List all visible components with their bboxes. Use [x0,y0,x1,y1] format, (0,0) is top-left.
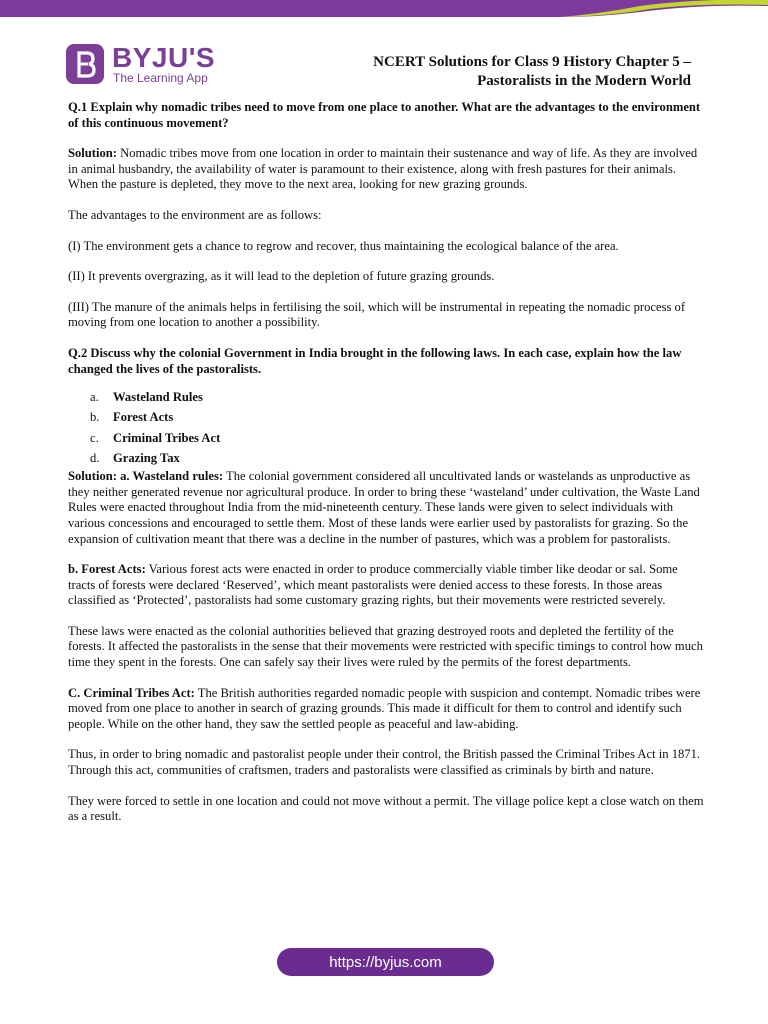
answer-2c-continued: Thus, in order to bring nomadic and pastoralist people under their control, the British passed the Criminal Tribes Act in 1871. Through this act, communities of craftsmen, traders and pastoralists were classified as criminals by birth and nature. [68,747,701,778]
answer-2b [68,562,704,609]
answer-2b-label: b. Forest Acts: [68,562,146,577]
page-title [331,53,691,91]
advantages-intro: The advantages to the environment are as follows: [68,207,322,222]
answer-2c-label: C. Criminal Tribes Act: [68,685,195,700]
answer-2a-label: Solution: a. Wasteland rules: [68,469,224,484]
list-marker: d. [90,451,100,466]
list-item [90,387,704,408]
answer-2c-final: They were forced to settle in one location and could not move without a permit. The village police kept a close watch on them as a result. [68,793,704,824]
list-item [90,408,704,429]
brand-tagline: The Learning App [113,71,208,85]
document-body [68,100,704,840]
advantage-point-1: (I) The environment gets a chance to regrow and recover, thus maintaining the ecological balance of the area. [68,238,619,253]
page-title-line-1: NCERT Solutions for Class 9 History Chapter 5 – [373,54,691,70]
answer-1 [68,146,704,193]
list-item-text: Grazing Tax [113,451,180,466]
list-item-text: Criminal Tribes Act [113,430,221,445]
byjus-logo-icon [66,44,104,84]
website-link[interactable]: https://byjus.com [277,948,494,976]
answer-2a-text: The colonial government considered all uncultivated lands or wastelands as unproductive as they neither generated revenue nor agricultural produce. In order to bring these ‘wasteland’ under cultivation, the Waste Land Rules were enacted throughout India from the mid-nineteenth century. These lands were given to select individuals with various concessions and encouraged to settle them. Most of these lands were earlier used by pastoralists for grazing. So the expansion of cultivation meant that there was a decline in the number of pastures, which was a problem for pastoralists. [68,469,700,546]
list-item [90,449,704,470]
laws-list [68,387,704,469]
brand-name: BYJU'S [112,42,216,73]
list-item-text: Forest Acts [113,410,174,425]
question-2: Q.2 Discuss why the colonial Government in India brought in the following laws. In each case, explain how the law changed the lives of the pastoralists. [68,345,682,376]
answer-2c-text: The British authorities regarded nomadic people with suspicion and contempt. Nomadic tribes were moved from one place to another in search of grazing grounds. This made it difficult for them to control and identify such people. While on the other hand, they saw the settled people as peaceful and law-abiding. [68,685,701,731]
list-item [90,428,704,449]
list-marker: a. [90,389,99,404]
answer-2b-continued: These laws were enacted as the colonial authorities believed that grazing destroyed roots and depleted the fertility of the forests. It affected the pastoralists in the sense that their movements were restricted with specific timings to control how much time they spent in the forests. One can safely say their lives were ruled by the permits of the forest departments. [68,623,703,670]
list-marker: b. [90,410,100,425]
advantage-point-2: (II) It prevents overgrazing, as it will lead to the depletion of future grazing grounds. [68,269,495,284]
solution-label: Solution: [68,146,117,161]
answer-2c [68,686,704,733]
answer-2a [68,469,704,547]
byjus-logo [66,44,236,88]
list-marker: c. [90,430,99,445]
top-decorative-bar [0,0,768,20]
list-item-text: Wasteland Rules [113,389,203,404]
solution-text: Nomadic tribes move from one location in order to maintain their sustenance and way of life. As they are involved in animal husbandry, the availability of water is paramount to their existence, along with fresh pastures for their animals. When the pasture is depleted, they move to the next area, looking for new grazing grounds. [68,146,698,192]
advantage-point-3: (III) The manure of the animals helps in fertilising the soil, which will be instrumental in repeating the nomadic process of moving from one location to another a possibility. [68,299,686,330]
page-title-line-2: Pastoralists in the Modern World [477,73,691,89]
question-1: Q.1 Explain why nomadic tribes need to move from one place to another. What are the advantages to the environment of this continuous movement? [68,100,701,130]
answer-2b-text: Various forest acts were enacted in order to produce commercially viable timber like deodar or sal. Some tracts of forests were declared ‘Reserved’, which meant pastoralists were denied access to these forests. In those areas classified as ‘Protected’, pastoralists had some customary grazing rights, but their movements were restricted severely. [68,562,678,608]
